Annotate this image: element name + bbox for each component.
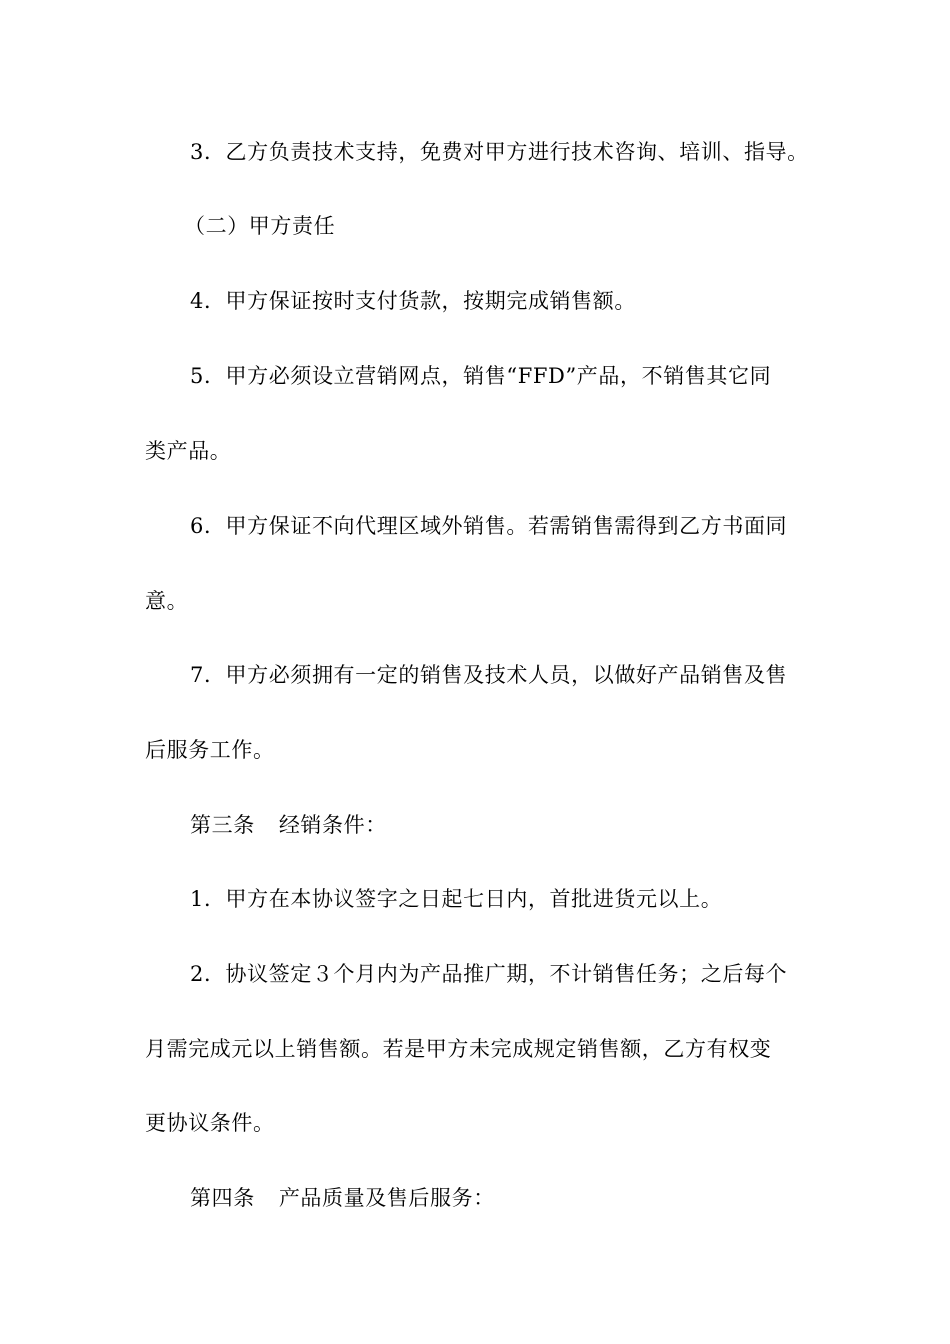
- clause-7-text-continued: 后服务工作。: [145, 738, 275, 762]
- article-4-heading: [190, 1184, 495, 1212]
- article-3-number: 第三条: [190, 813, 255, 837]
- clause-6-text: 6．甲方保证不向代理区域外销售。若需销售需得到乙方书面同: [190, 514, 788, 538]
- article-3-clause-1-text: 1．甲方在本协议签字之日起七日内，首批进货元以上。: [190, 887, 723, 911]
- article-3-clause-2-text: 2．协议签定３个月内为产品推广期，不计销售任务；之后每个: [190, 962, 788, 986]
- clause-3-text: 3．乙方负责技术支持，免费对甲方进行技术咨询、培训、指导。: [190, 140, 809, 164]
- article-3-clause-2-text-continued: 月需完成元以上销售额。若是甲方未完成规定销售额，乙方有权变: [145, 1037, 772, 1061]
- clause-7-text: 7．甲方必须拥有一定的销售及技术人员，以做好产品销售及售: [190, 663, 788, 687]
- article-3-clause-2-text-end: 更协议条件。: [145, 1111, 275, 1135]
- article-3-title: 经销条件：: [278, 813, 387, 837]
- section-heading-party-a-duties: （二）甲方责任: [184, 214, 336, 238]
- article-4-number: 第四条: [190, 1186, 255, 1210]
- clause-5-text-continued: 类产品。: [145, 439, 232, 463]
- clause-4-text: 4．甲方保证按时支付货款，按期完成销售额。: [190, 289, 636, 313]
- clause-5-text: 5．甲方必须设立营销网点，销售“FFD”产品，不销售其它同: [190, 364, 772, 388]
- article-3-heading: [190, 811, 387, 839]
- article-4-title: 产品质量及售后服务：: [278, 1186, 495, 1210]
- clause-6-text-continued: 意。: [145, 589, 189, 613]
